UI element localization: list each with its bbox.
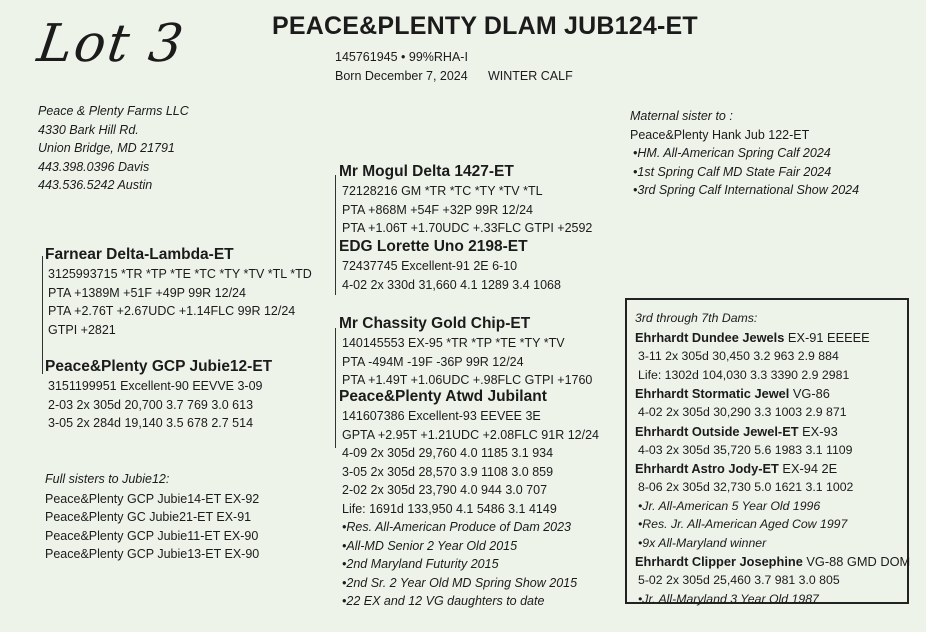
dam-entry-name (635, 459, 910, 478)
sire-dam-line: 4-02 2x 330d 31,660 4.1 1289 3.4 1068 (342, 277, 561, 292)
dam-entry-name (635, 384, 910, 403)
sire-line: 3125993715 *TR *TP *TE *TC *TY *TV *TL *TD (48, 267, 312, 281)
dam-5-line: 4-03 2x 305d 35,720 5.6 1983 3.1 1109 (638, 442, 853, 457)
registration-line: 145761945 • 99%RHA-I (335, 50, 468, 64)
dam-5-score: EX-93 (802, 423, 838, 439)
full-sisters-heading: Full sisters to Jubie12: (45, 472, 170, 486)
dam-dam-block (339, 387, 599, 611)
maternal-honor: •HM. All-American Spring Calf 2024 (633, 146, 831, 160)
dam-entry-name (635, 422, 910, 441)
dam-3-line: Life: 1302d 104,030 3.3 3390 2.9 2981 (638, 367, 850, 382)
dam-dam-line: Life: 1691d 133,950 4.1 5486 3.1 4149 (342, 501, 557, 516)
sire-line: PTA +1389M +51F +49P 99R 12/24 (48, 285, 246, 300)
dam-dam-line: 3-05 2x 305d 28,570 3.9 1108 3.0 859 (342, 464, 554, 479)
dam-6-honor: •Jr. All-American 5 Year Old 1996 (638, 498, 821, 513)
dam-7-honor: •Jr. All-Maryland 3 Year Old 1987 (638, 591, 819, 606)
dam-7-line: 5-02 2x 305d 25,460 3.7 981 3.0 805 (638, 573, 840, 587)
dam-name: Peace&Plenty GCP Jubie12-ET (45, 358, 273, 375)
dam-3-line: 3-11 2x 305d 30,450 3.2 963 2.9 884 (638, 349, 839, 363)
sire-name: Farnear Delta-Lambda-ET (45, 246, 234, 263)
full-sister: Peace&Plenty GCP Jubie11-ET EX-90 (45, 528, 259, 543)
dam-7-name: Ehrhardt Clipper Josephine (635, 554, 803, 569)
dam-6-line: 8-06 2x 305d 32,730 5.0 1621 3.1 1002 (638, 480, 854, 494)
dam-sire-line: 140145553 EX-95 *TR *TP *TE *TY *TV (342, 336, 565, 350)
dam-dam-line: GPTA +2.95T +1.21UDC +2.08FLC 91R 12/24 (342, 427, 599, 442)
sire-dam-name: EDG Lorette Uno 2198-ET (339, 238, 528, 255)
dam-3-name: Ehrhardt Dundee Jewels (635, 330, 785, 345)
maternal-sister (630, 107, 859, 200)
breeder-address (38, 102, 189, 195)
dam-5-name: Ehrhardt Outside Jewel-ET (635, 423, 799, 439)
full-sisters (45, 470, 259, 564)
dam-sire-line: PTA -494M -19F -36P 99R 12/24 (342, 354, 524, 369)
sire-sire-name: Mr Mogul Delta 1427-ET (339, 163, 514, 180)
breeder-phone-austin: 443.536.5242 Austin (38, 178, 153, 192)
dam-line: 2-03 2x 305d 20,700 3.7 769 3.0 613 (48, 397, 254, 412)
dam-line: 3-05 2x 284d 19,140 3.5 678 2.7 514 (48, 416, 254, 430)
full-sister: Peace&Plenty GC Jubie21-ET EX-91 (45, 510, 252, 524)
dam-4-score: VG-86 (792, 386, 830, 401)
dam-dam-line: 2-02 2x 305d 23,790 4.0 944 3.0 707 (342, 483, 548, 497)
maternal-sister-name: Peace&Plenty Hank Jub 122-ET (630, 127, 810, 142)
dam-entry-name (635, 328, 910, 347)
full-sister: Peace&Plenty GCP Jubie13-ET EX-90 (45, 547, 260, 561)
dams-box (625, 298, 909, 604)
sire-sire-line: 72128216 GM *TR *TC *TY *TV *TL (342, 184, 543, 198)
breeder-phone-davis: 443.398.0396 Davis (38, 159, 150, 174)
maternal-honors (630, 144, 859, 200)
birth-date: Born December 7, 2024 (335, 69, 468, 83)
dam-block (45, 357, 272, 433)
dam-3-score: EX-91 EEEEE (787, 330, 870, 345)
breeder-name: Peace & Plenty Farms LLC (38, 104, 189, 118)
dam-dam-honor: •Res. All-American Produce of Dam 2023 (342, 520, 572, 534)
dam-dam-honor: •22 EX and 12 VG daughters to date (342, 594, 545, 608)
page-title: PEACE&PLENTY DLAM JUB124-ET (272, 12, 698, 40)
sire-dam-block (339, 237, 561, 294)
dam-line: 3151199951 Excellent-90 EEVVE 3-09 (48, 379, 263, 393)
maternal-honor: •3rd Spring Calf International Show 2024 (633, 183, 860, 197)
breeder-street: 4330 Bark Hill Rd. (38, 122, 139, 137)
dams-box-heading: 3rd through 7th Dams: (635, 311, 758, 325)
dam-6-score: EX-94 2E (782, 461, 838, 476)
breeder-city: Union Bridge, MD 21791 (38, 141, 175, 155)
dam-sire-name: Mr Chassity Gold Chip-ET (339, 315, 531, 332)
sire-block (45, 245, 312, 339)
full-sister: Peace&Plenty GCP Jubie14-ET EX-92 (45, 491, 260, 506)
dam-7-score: VG-88 GMD DOM (806, 554, 911, 569)
dam-4-line: 4-02 2x 305d 30,290 3.3 1003 2.9 871 (638, 405, 847, 419)
maternal-heading: Maternal sister to : (630, 109, 733, 123)
dam-dam-name: Peace&Plenty Atwd Jubilant (339, 388, 547, 405)
maternal-honor: •1st Spring Calf MD State Fair 2024 (633, 164, 832, 179)
sire-sire-block (339, 162, 592, 238)
sire-sire-line: PTA +1.06T +1.70UDC +.33FLC GTPI +2592 (342, 221, 593, 235)
sire-dam-line: 72437745 Excellent-91 2E 6-10 (342, 259, 518, 273)
sire-line: GTPI +2821 (48, 322, 116, 337)
sire-line: PTA +2.76T +2.67UDC +1.14FLC 99R 12/24 (48, 304, 296, 318)
dam-dam-honor: •2nd Sr. 2 Year Old MD Spring Show 2015 (342, 575, 578, 590)
class-label: WINTER CALF (488, 69, 573, 83)
dam-entry-name (635, 552, 910, 571)
dam-6-honor: •Res. Jr. All-American Aged Cow 1997 (638, 517, 848, 531)
dam-6-honor: •9x All-Maryland winner (638, 535, 767, 550)
dam-dam-line: 141607386 Excellent-93 EEVEE 3E (342, 409, 541, 423)
dam-6-name: Ehrhardt Astro Jody-ET (635, 461, 779, 476)
dam-dam-line: 4-09 2x 305d 29,760 4.0 1185 3.1 934 (342, 446, 554, 460)
dam-4-name: Ehrhardt Stormatic Jewel (635, 386, 790, 401)
dam-sire-line: PTA +1.49T +1.06UDC +.98FLC GTPI +1760 (342, 373, 593, 387)
dam-dam-honor: •2nd Maryland Futurity 2015 (342, 557, 499, 571)
dam-sire-block (339, 314, 592, 390)
pedigree-bar-sire (335, 175, 336, 295)
pedigree-bar-dam (335, 328, 336, 448)
lot-number: Lot 3 (33, 14, 189, 74)
pedigree-bar-left (42, 256, 43, 374)
dam-dam-honor: •All-MD Senior 2 Year Old 2015 (342, 538, 518, 553)
sire-sire-line: PTA +868M +54F +32P 99R 12/24 (342, 202, 533, 217)
